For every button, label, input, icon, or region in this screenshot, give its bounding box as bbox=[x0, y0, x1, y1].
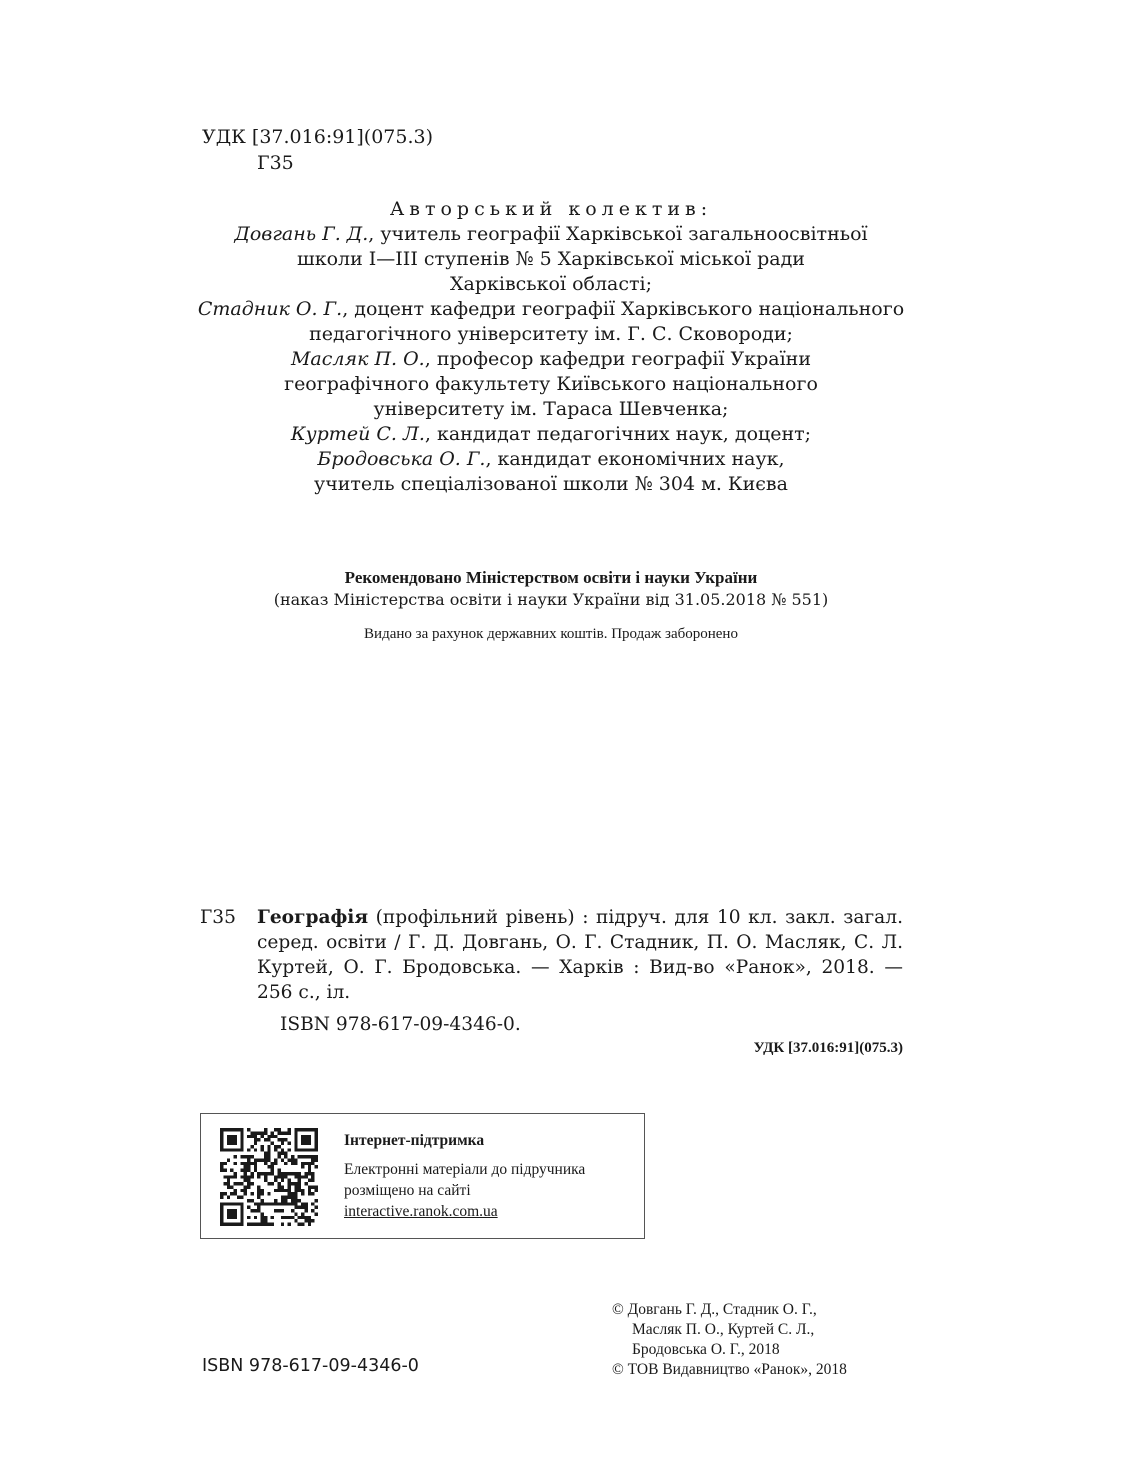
support-url-link[interactable]: interactive.ranok.com.ua bbox=[344, 1203, 498, 1220]
internet-support-box bbox=[200, 1113, 645, 1239]
book-title: Географія bbox=[257, 907, 369, 928]
author-info: , учитель географії Харківської загальноосвітньої bbox=[368, 223, 868, 245]
support-line: розміщено на сайті bbox=[344, 1182, 471, 1199]
authors-block bbox=[150, 197, 952, 497]
authors-heading: Авторський колектив: bbox=[389, 198, 713, 220]
author-info-line: географічного факультету Київського національного bbox=[284, 373, 818, 395]
author-name: Довгань Г. Д. bbox=[234, 223, 369, 245]
author-info: , професор кафедри географії України bbox=[424, 348, 812, 370]
copyright-block bbox=[612, 1300, 847, 1380]
author-entry bbox=[150, 347, 952, 372]
udk-code: УДК [37.016:91](075.3) bbox=[202, 126, 434, 148]
qr-code-icon[interactable] bbox=[220, 1128, 318, 1226]
biblio-code: Г35 bbox=[200, 907, 236, 928]
author-info-line: школи І—ІІІ ступенів № 5 Харківської міської ради bbox=[297, 248, 805, 270]
biblio-udk: УДК [37.016:91](075.3) bbox=[753, 1040, 903, 1056]
biblio-description: (профільний рівень) : підруч. для 10 кл. закл. загал. серед. освіти / Г. Д. Довгань, О. Г. Стадник, П. О. Масляк, С. Л. Куртей, О. Г. Бродовська. — Харків : Вид-во «Ранок», 2018. — 256 с., іл. bbox=[257, 907, 903, 1003]
author-info-line: педагогічного університету ім. Г. С. Сковороди; bbox=[309, 323, 793, 345]
copyright-line: Бродовська О. Г., 2018 bbox=[632, 1341, 780, 1358]
author-entry bbox=[150, 222, 952, 247]
author-entry bbox=[150, 447, 952, 472]
copyright-line: Масляк П. О., Куртей С. Л., bbox=[632, 1321, 815, 1338]
support-text bbox=[344, 1130, 585, 1222]
author-info-line: учитель спеціалізованої школи № 304 м. Києва bbox=[314, 473, 788, 495]
author-name: Масляк П. О. bbox=[290, 348, 425, 370]
author-entry bbox=[150, 422, 952, 447]
ministry-recommendation: Рекомендовано Міністерством освіти і науки України bbox=[344, 568, 758, 587]
author-info: , кандидат економічних наук, bbox=[485, 448, 785, 470]
biblio-entry bbox=[257, 905, 903, 1005]
author-name: Бродовська О. Г. bbox=[317, 448, 486, 470]
author-info-line: університету ім. Тараса Шевченка; bbox=[373, 398, 729, 420]
author-name: Стадник О. Г. bbox=[197, 298, 343, 320]
support-line: Електронні матеріали до підручника bbox=[344, 1161, 586, 1178]
copyright-line: © Довгань Г. Д., Стадник О. Г., bbox=[612, 1301, 817, 1318]
bibliographic-record bbox=[200, 905, 903, 1037]
ministry-order: (наказ Міністерства освіти і науки України від 31.05.2018 № 551) bbox=[273, 590, 829, 609]
author-entry bbox=[150, 297, 952, 322]
author-name: Куртей С. Л. bbox=[290, 423, 425, 445]
isbn-footer: ISBN 978-617-09-4346-0 bbox=[202, 1356, 419, 1376]
author-info-line: Харківської області; bbox=[450, 273, 652, 295]
recommendation-block bbox=[150, 567, 952, 645]
support-title: Інтернет-підтримка bbox=[344, 1132, 485, 1149]
udk-header bbox=[202, 124, 433, 176]
biblio-isbn: ISBN 978-617-09-4346-0. bbox=[280, 1014, 521, 1035]
free-distribution-note: Видано за рахунок державних коштів. Продаж заборонено bbox=[364, 626, 738, 642]
copyright-line: © ТОВ Видавництво «Ранок», 2018 bbox=[612, 1361, 847, 1378]
author-info: , кандидат педагогічних наук, доцент; bbox=[424, 423, 812, 445]
author-info: , доцент кафедри географії Харківського національного bbox=[342, 298, 905, 320]
author-mark: Г35 bbox=[257, 152, 294, 174]
